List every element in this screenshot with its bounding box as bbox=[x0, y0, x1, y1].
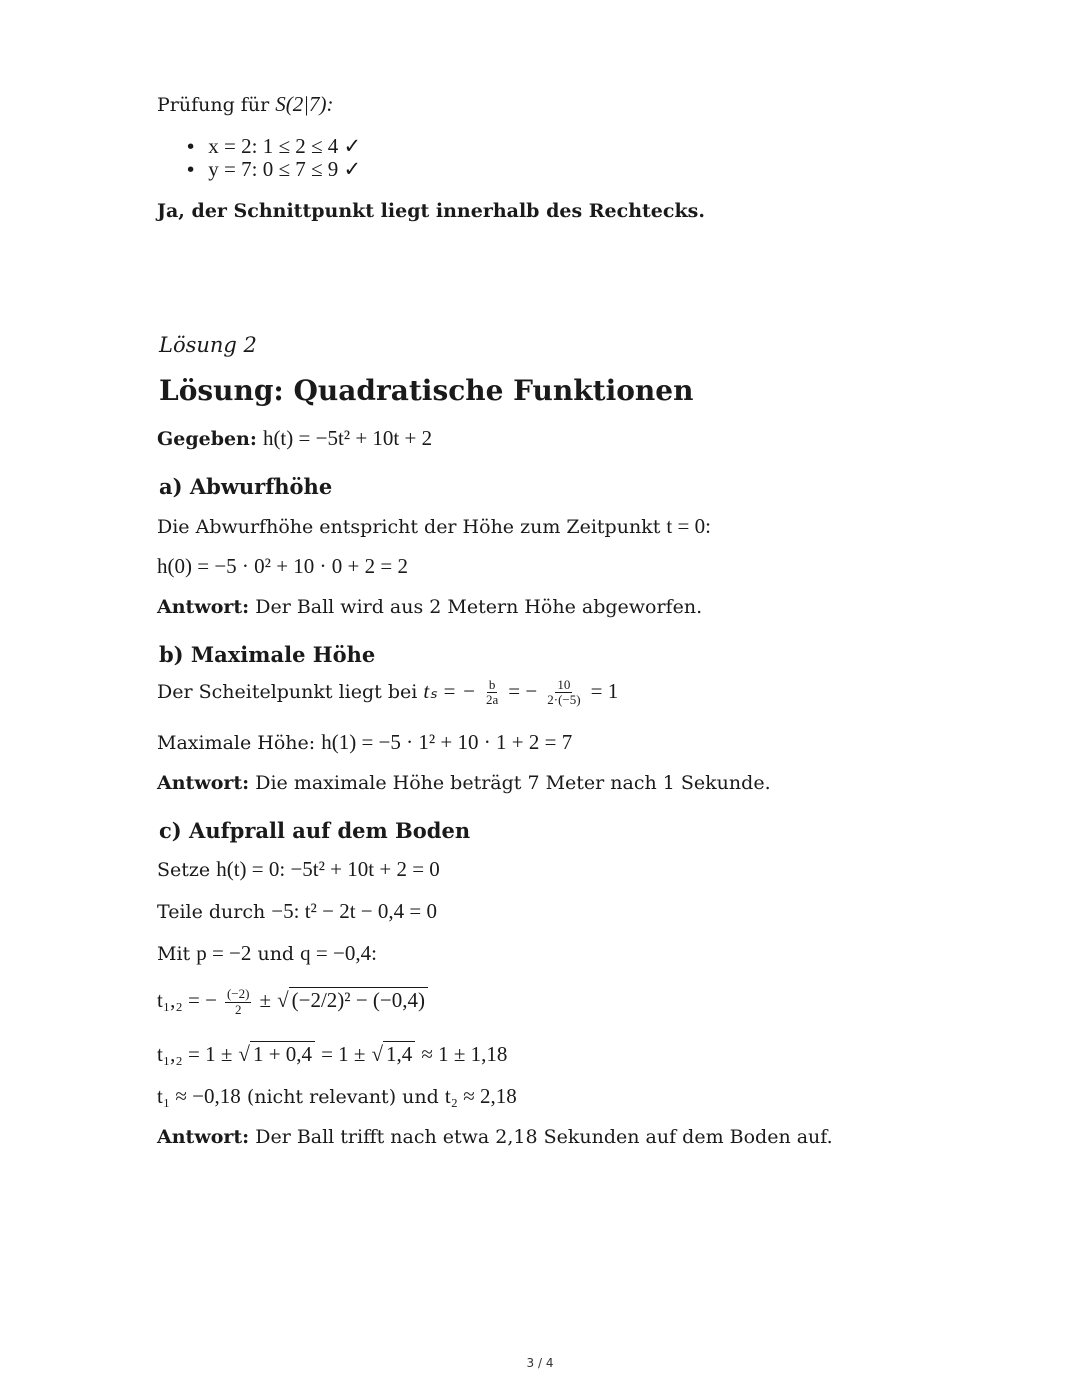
bullet-x: • x = 2: 1 ≤ 2 ≤ 4 ✓ bbox=[185, 134, 362, 158]
a-calc: h(0) = −5 · 0² + 10 · 0 + 2 = 2 bbox=[157, 554, 408, 578]
page-number: 3 / 4 bbox=[526, 1356, 554, 1370]
c-with-label: Mit bbox=[157, 943, 191, 965]
a-answer-label: Antwort: bbox=[157, 596, 250, 618]
b-vertex-line bbox=[157, 678, 618, 708]
loesung-label: Lösung 2 bbox=[159, 333, 257, 357]
c-q-math: q = −0,4: bbox=[300, 941, 377, 965]
a-text-math: t = 0: bbox=[666, 514, 711, 538]
a-answer: Der Ball wird aus 2 Metern Höhe abgeworfen. bbox=[255, 596, 703, 618]
b-vertex-result: = 1 bbox=[590, 678, 619, 703]
a-text: Die Abwurfhöhe entspricht der Höhe zum Zeitpunkt bbox=[157, 516, 661, 538]
pruefung-conclusion: Ja, der Schnittpunkt liegt innerhalb des Rechtecks. bbox=[157, 200, 705, 222]
given-label: Gegeben: bbox=[157, 428, 257, 450]
heading-c: c) Aufprall auf dem Boden bbox=[159, 818, 471, 843]
c-set-label: Setze bbox=[157, 859, 211, 881]
c-pq-sqrt: √ (−2/2)² − (−0,4) bbox=[277, 988, 428, 1012]
given-line bbox=[157, 426, 432, 451]
b-eq-minus: = − bbox=[508, 678, 538, 703]
c-t2: t₂ ≈ 2,18 bbox=[444, 1084, 517, 1108]
b-text: Der Scheitelpunkt liegt bei bbox=[157, 680, 418, 703]
c-simp-line bbox=[157, 1041, 507, 1067]
c-pq-line bbox=[157, 987, 428, 1017]
a-text-line bbox=[157, 514, 711, 539]
c-divide-label: Teile durch bbox=[157, 901, 266, 923]
b-frac1: $\frac{b}{2a}$ bbox=[485, 677, 499, 708]
c-p-math: p = −2 bbox=[196, 941, 252, 965]
b-max-line bbox=[157, 730, 572, 755]
c-simp-sqrt2: √ 1,4 bbox=[372, 1042, 416, 1066]
c-set-math: h(t) = 0: −5t² + 10t + 2 = 0 bbox=[216, 857, 440, 881]
c-answer-label: Antwort: bbox=[157, 1126, 250, 1148]
bullet-x-text: x = 2: 1 ≤ 2 ≤ 4 ✓ bbox=[208, 134, 362, 158]
c-with-line bbox=[157, 941, 377, 966]
c-divide-line bbox=[157, 899, 437, 924]
given-formula: h(t) = −5t² + 10t + 2 bbox=[262, 426, 433, 450]
pruefung-line bbox=[157, 92, 333, 117]
c-roots-line bbox=[157, 1084, 517, 1109]
c-t1: t₁ ≈ −0,18 bbox=[157, 1084, 241, 1108]
c-t1-note: (nicht relevant) und bbox=[246, 1086, 439, 1108]
b-answer-line bbox=[157, 772, 771, 795]
bullet-y-text: y = 7: 0 ≤ 7 ≤ 9 ✓ bbox=[208, 157, 362, 181]
c-simp-lhs: t₁,₂ = 1 ± bbox=[157, 1042, 233, 1066]
page-title: Lösung: Quadratische Funktionen bbox=[159, 374, 694, 407]
c-answer-line bbox=[157, 1126, 833, 1149]
heading-a: a) Abwurfhöhe bbox=[159, 474, 333, 499]
heading-b: b) Maximale Höhe bbox=[159, 642, 376, 667]
b-max-calc: h(1) = −5 · 1² + 10 · 1 + 2 = 7 bbox=[321, 730, 573, 754]
c-set-line bbox=[157, 857, 440, 882]
b-vertex-lhs: tₛ = − bbox=[423, 678, 476, 703]
c-and-label: und bbox=[257, 943, 295, 965]
b-answer: Die maximale Höhe beträgt 7 Meter nach 1 Sekunde. bbox=[255, 772, 771, 794]
pruefung-point: S(2|7): bbox=[275, 92, 334, 116]
c-pq-pm: ± bbox=[259, 988, 272, 1012]
c-simp-mid: = 1 ± bbox=[321, 1042, 366, 1066]
bullet-y: • y = 7: 0 ≤ 7 ≤ 9 ✓ bbox=[185, 157, 362, 181]
c-pq-lhs: t₁,₂ = − bbox=[157, 988, 217, 1012]
a-answer-line bbox=[157, 596, 702, 619]
c-pq-frac: $\frac{(-2)}{2}$ bbox=[226, 986, 250, 1017]
b-max-label: Maximale Höhe: bbox=[157, 732, 316, 754]
c-simp-result: ≈ 1 ± 1,18 bbox=[421, 1042, 508, 1066]
b-frac2: $\frac{10}{2\cdot(-5)}$ bbox=[547, 677, 581, 708]
c-answer: Der Ball trifft nach etwa 2,18 Sekunden auf dem Boden auf. bbox=[255, 1126, 833, 1148]
b-answer-label: Antwort: bbox=[157, 772, 250, 794]
c-divide-math: −5: t² − 2t − 0,4 = 0 bbox=[271, 899, 437, 923]
c-simp-sqrt1: √ 1 + 0,4 bbox=[238, 1042, 315, 1066]
pruefung-label: Prüfung für bbox=[157, 94, 270, 116]
